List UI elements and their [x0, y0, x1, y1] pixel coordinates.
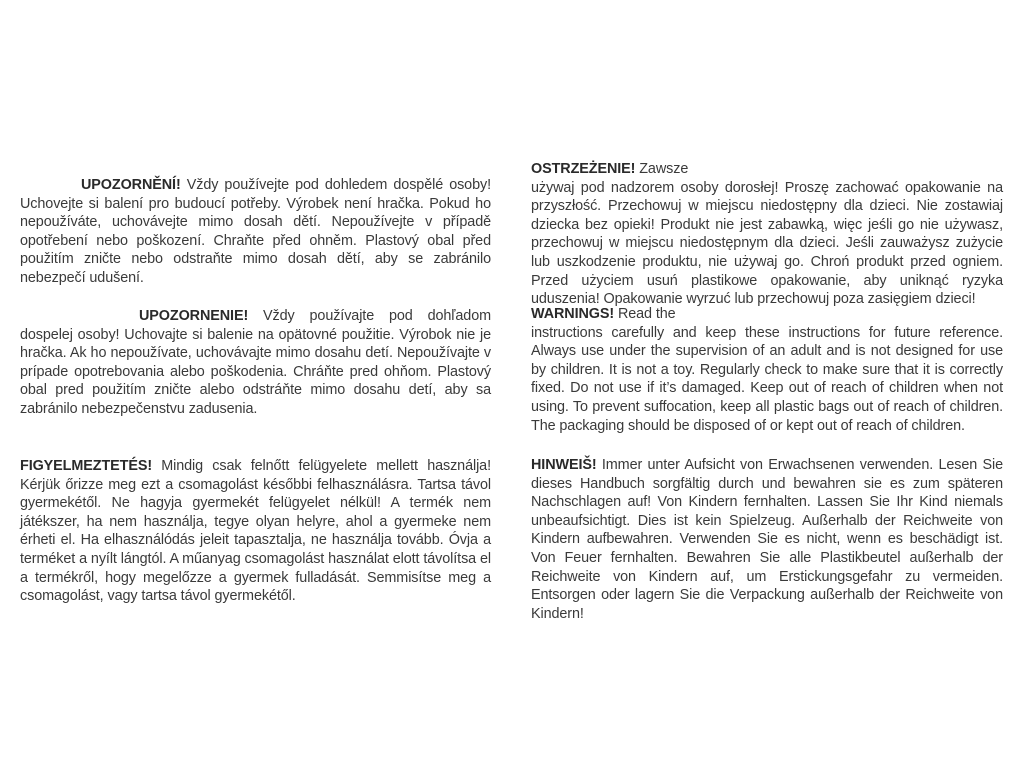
warning-text-hungarian: Mindig csak felnőtt felügyelete mellett használja! Kérjük őrizze meg ezt a csomagolást későbbi felhasználásra. Tartsa távol gyermekétől. Ne hagyja gyermekét felügyelet nélkül! A termék nem játékszer, ha nem használja, tegye olyan helyre, ahol a gyermeke nem érheti el. Ha elhasználódás jeleit tapasztalja, ne használja tovább. Óvja a terméket a nyílt lángtól. A műanyag csomagolást használat elott távolítsa el a termékről, hogy megelőzze a gyermek fulladását. Semmisítse meg a csomagolást, vagy tartsa távol gyermekétől. — [20, 458, 491, 605]
warning-block-czech — [20, 176, 491, 288]
warning-text-slovak: Vždy používajte pod dohľadom dospelej osoby! Uchovajte si balenie na opätovné použitie. Výrobok nie je hračka. Ak ho nepoužívate, uchovávajte mimo dosahu detí. Nepoužívajte v prípade opotrebovania alebo poškodenia. Chráňte pred ohňom. Plastový obal pred použitím zničte alebo odstráňte mimo dosahu detí, aby sa zabránilo nebezpečenstvu zadusenia. — [20, 308, 491, 417]
warning-block-hungarian — [20, 457, 491, 606]
warning-title-hungarian: FIGYELMEZTETÉS! — [20, 458, 153, 474]
warning-title-czech: UPOZORNĚNÍ! — [81, 177, 181, 193]
warning-text-german: Immer unter Aufsicht von Erwachsenen verwenden. Lesen Sie dieses Handbuch sorgfältig durch und bewahren sie es zum späteren Nachschlagen auf! Von Kindern fernhalten. Lassen Sie Ihr Kind niemals unbeaufsichtigt. Dies ist kein Spielzeug. Außerhalb der Reichweite von Kindern aufbewahren. Verwenden Sie es nicht, wenn es beschädigt ist. Von Feuer fernhalten. Bewahren Sie alle Plastikbeutel außerhalb der Reichweite von Kindern auf, um Erstickungsgefahr zu vermeiden. Entsorgen oder lagern Sie die Verpackung außerhalb der Reichweite von Kindern! — [531, 457, 1003, 622]
warning-text-czech: Vždy používejte pod dohledem dospělé osoby! Uchovejte si balení pro budoucí potřeby. Výrobek není hračka. Pokud ho nepoužíváte, uchovávejte mimo dosah dětí. Nepoužívejte v případě opotřebení nebo poškození. Chraňte před ohněm. Plastový obal před použitím zničte nebo odstraňte mimo dosah dětí, aby se zabránilo nebezpečí udušení. — [20, 177, 491, 286]
warning-heading-rest-polish: Zawsze — [635, 161, 689, 177]
warning-title-slovak: UPOZORNENIE! — [139, 308, 249, 324]
warning-block-english — [531, 305, 1003, 435]
warning-title-polish: OSTRZEŻENIE! — [531, 161, 636, 177]
warning-heading-line-english — [531, 305, 1003, 324]
warning-heading-line-polish — [531, 160, 1003, 179]
warning-heading-rest-english: Read the — [614, 306, 676, 322]
warning-block-polish — [531, 160, 1003, 309]
warning-title-german: HINWEIŠ! — [531, 457, 597, 473]
warning-text-polish: używaj pod nadzorem osoby dorosłej! Proszę zachować opakowanie na przyszłość. Przechowuj w miejscu niedostępny dla dzieci. Nie zostawiaj dziecka bez opieki! Produkt nie jest zabawką, więc jeśli go nie używasz, przechowuj w miejscu niedostępnym dla dzieci. Jeśli zauważysz zużycie lub uszkodzenie produktu, nie używaj go. Chroń produkt przed ogniem. Przed użyciem usuń plastikowe opakowanie, aby uniknąć ryzyka uduszenia! Opakowanie wyrzuć lub przechowuj poza zasięgiem dzieci! — [531, 179, 1003, 308]
warning-block-slovak — [20, 307, 491, 419]
warning-title-english: WARNINGS! — [531, 306, 615, 322]
warning-block-german — [531, 456, 1003, 623]
warning-text-english: instructions carefully and keep these instructions for future reference. Always use under the supervision of an adult and is not designed for use by children. It is not a toy. Regularly check to make sure that it is correctly fixed. Do not use if it’s damaged. Keep out of reach of children when not using. To prevent suffocation, keep all plastic bags out of reach of children. The packaging should be disposed of or kept out of reach of children. — [531, 324, 1003, 434]
